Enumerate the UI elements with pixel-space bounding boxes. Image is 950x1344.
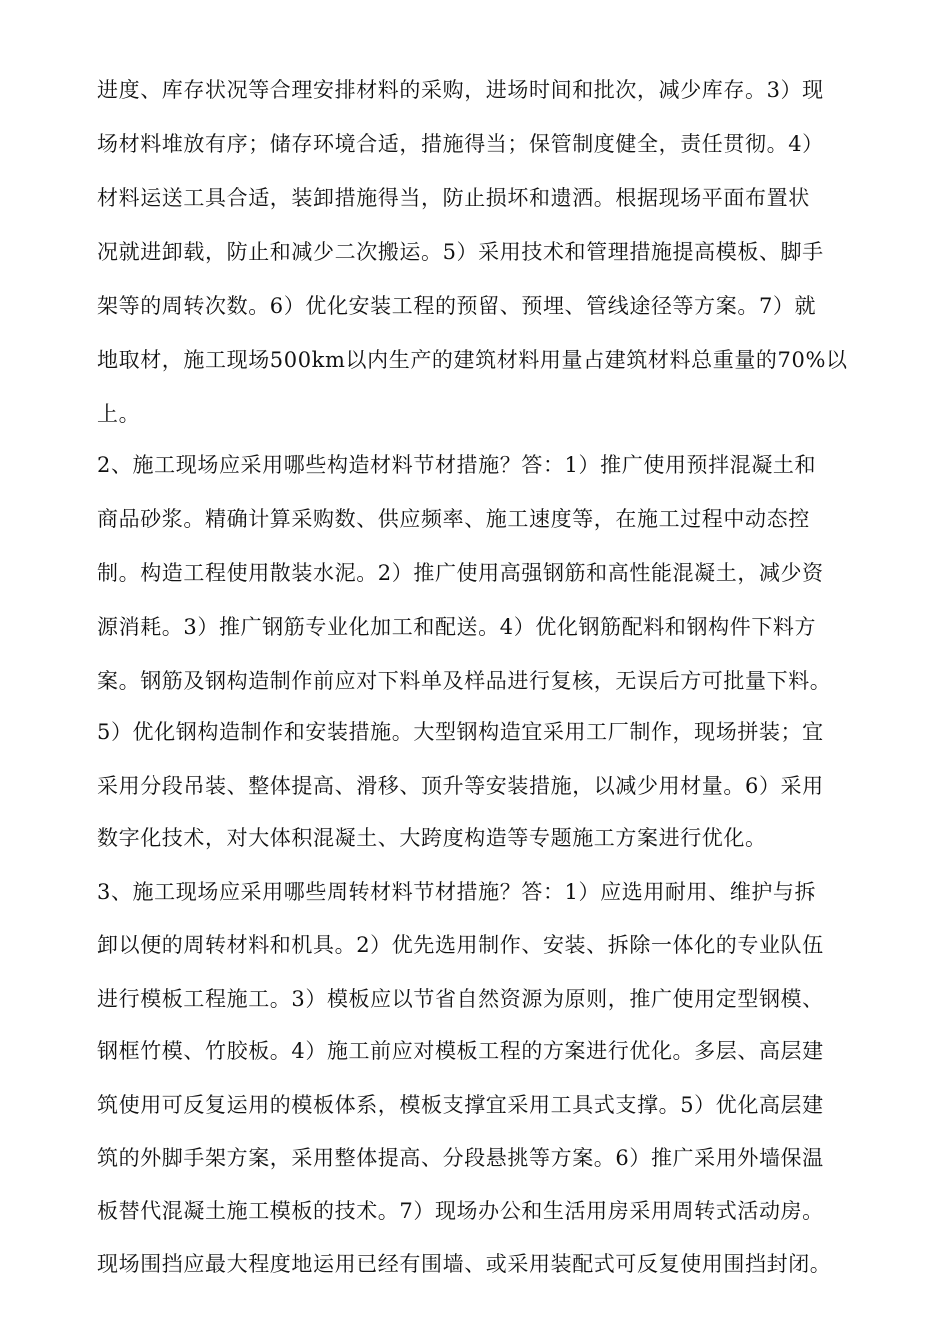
text-line: 钢框竹模、竹胶板。4）施工前应对模板工程的方案进行优化。多层、高层建 bbox=[97, 1039, 824, 1063]
text-line: 数字化技术，对大体积混凝土、大跨度构造等专题施工方案进行优化。 bbox=[97, 826, 767, 850]
text-line: 架等的周转次数。6）优化安装工程的预留、预埋、管线途径等方案。7）就 bbox=[97, 294, 817, 318]
text-line: 上。 bbox=[97, 402, 141, 426]
text-line: 况就进卸载，防止和减少二次搬运。5）采用技术和管理措施提高模板、脚手 bbox=[97, 240, 824, 264]
text-line: 进行模板工程施工。3）模板应以节省自然资源为原则，推广使用定型钢模、 bbox=[97, 987, 824, 1011]
text-line: 板替代混凝土施工模板的技术。7）现场办公和生活用房采用周转式活动房。 bbox=[97, 1199, 824, 1223]
text-line: 筑使用可反复运用的模板体系，模板支撑宜采用工具式支撑。5）优化高层建 bbox=[97, 1093, 824, 1117]
text-line: 地取材，施工现场500km以内生产的建筑材料用量占建筑材料总重量的70%以 bbox=[97, 348, 848, 372]
text-line: 5）优化钢构造制作和安装措施。大型钢构造宜采用工厂制作，现场拼装；宜 bbox=[97, 720, 824, 744]
text-line: 卸以便的周转材料和机具。2）优先选用制作、安装、拆除一体化的专业队伍 bbox=[97, 933, 824, 957]
question-heading: 3、施工现场应采用哪些周转材料节材措施？答：1）应选用耐用、维护与拆 bbox=[97, 880, 817, 904]
text-line: 进度、库存状况等合理安排材料的采购，进场时间和批次，减少库存。3）现 bbox=[97, 78, 824, 102]
text-line: 现场围挡应最大程度地运用已经有围墙、或采用装配式可反复使用围挡封闭。 bbox=[97, 1252, 832, 1276]
question-heading: 2、施工现场应采用哪些构造材料节材措施？答：1）推广使用预拌混凝土和 bbox=[97, 453, 817, 477]
text-line: 筑的外脚手架方案，采用整体提高、分段悬挑等方案。6）推广采用外墙保温 bbox=[97, 1146, 824, 1170]
text-line: 商品砂浆。精确计算采购数、供应频率、施工速度等，在施工过程中动态控 bbox=[97, 507, 810, 531]
text-line: 采用分段吊装、整体提高、滑移、顶升等安装措施，以减少用材量。6）采用 bbox=[97, 774, 824, 798]
text-line: 源消耗。3）推广钢筋专业化加工和配送。4）优化钢筋配料和钢构件下料方 bbox=[97, 615, 817, 639]
text-line: 场材料堆放有序；储存环境合适，措施得当；保管制度健全，责任贯彻。4） bbox=[97, 132, 824, 156]
text-line: 案。钢筋及钢构造制作前应对下料单及样品进行复核，无误后方可批量下料。 bbox=[97, 669, 832, 693]
text-line: 材料运送工具合适，装卸措施得当，防止损坏和遗洒。根据现场平面布置状 bbox=[97, 186, 810, 210]
text-line: 制。构造工程使用散装水泥。2）推广使用高强钢筋和高性能混凝土，减少资 bbox=[97, 561, 824, 585]
